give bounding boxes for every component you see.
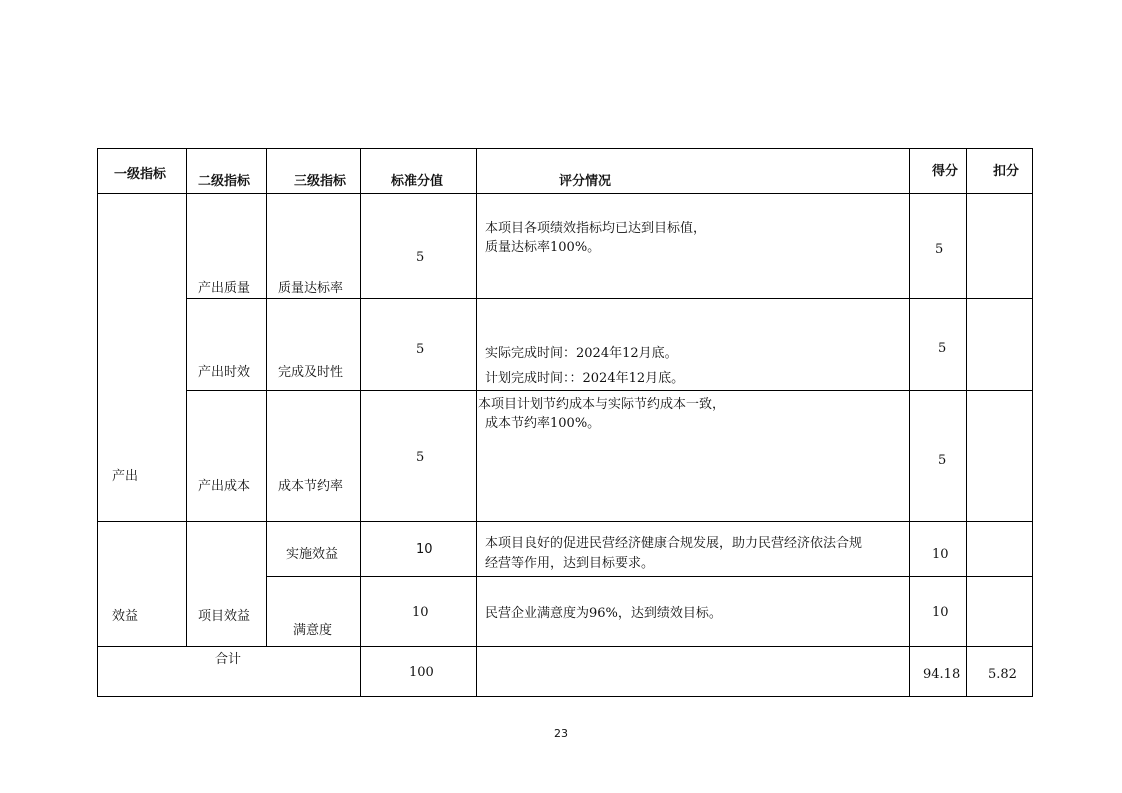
header-level2-cell — [187, 149, 267, 194]
total-deduction: 5.82 — [988, 667, 1017, 682]
score-cell — [910, 194, 967, 299]
header-standard-score: 标准分值 — [391, 174, 444, 189]
header-level3: 三级指标 — [294, 174, 347, 189]
header-row — [98, 149, 1033, 194]
table-row — [98, 391, 1033, 522]
evaluation-cell — [477, 577, 910, 647]
level1-output: 产出 — [112, 469, 139, 484]
standard-score: 10 — [416, 542, 433, 557]
level2-cost: 产出成本 — [198, 479, 251, 494]
header-deduction-cell — [967, 149, 1033, 194]
level3-cell — [267, 299, 361, 391]
evaluation-line: 本项目各项绩效指标均已达到目标值， — [485, 221, 707, 236]
total-label: 合计 — [215, 652, 242, 667]
total-score: 94.18 — [923, 667, 961, 682]
level2-cell — [187, 299, 267, 391]
total-row — [98, 647, 1033, 697]
level2-cell — [187, 194, 267, 299]
header-score-cell — [910, 149, 967, 194]
table-row — [98, 522, 1033, 577]
level2-quality: 产出质量 — [198, 281, 251, 296]
level3-implementation: 实施效益 — [286, 547, 339, 562]
header-evaluation-cell — [477, 149, 910, 194]
header-standard-score-cell — [361, 149, 477, 194]
evaluation-line: 实际完成时间：2024年12月底。 — [485, 346, 678, 361]
evaluation-line: 本项目良好的促进民营经济健康合规发展，助力民营经济依法合规 — [485, 536, 863, 551]
evaluation-cell — [477, 194, 910, 299]
evaluation-line: 经营等作用，达到目标要求。 — [485, 556, 655, 571]
level2-timeliness: 产出时效 — [198, 365, 251, 380]
table-row — [98, 194, 1033, 299]
evaluation-line: 计划完成时间：：2024年12月底。 — [485, 371, 685, 386]
score-cell — [910, 299, 967, 391]
level3-cell — [267, 577, 361, 647]
deduction-cell — [967, 577, 1033, 647]
score-cell — [910, 391, 967, 522]
deduction-cell — [967, 522, 1033, 577]
level2-cell — [187, 391, 267, 522]
level2-cell — [187, 522, 267, 647]
deduction-cell — [967, 194, 1033, 299]
deduction-cell — [967, 391, 1033, 522]
standard-score-cell — [361, 194, 477, 299]
standard-score: 5 — [416, 250, 425, 265]
score-cell — [910, 577, 967, 647]
total-standard-score-cell — [361, 647, 477, 697]
standard-score-cell — [361, 391, 477, 522]
total-evaluation-cell — [477, 647, 910, 697]
table-row — [98, 299, 1033, 391]
evaluation-line: 民营企业满意度为96%，达到绩效目标。 — [485, 606, 722, 621]
header-level1-cell — [98, 149, 187, 194]
level3-satisfaction: 满意度 — [293, 623, 333, 638]
level1-cell-benefit — [98, 522, 187, 647]
header-level3-cell — [267, 149, 361, 194]
level3-quality-rate: 质量达标率 — [278, 281, 344, 296]
score-value: 10 — [932, 605, 949, 620]
deduction-cell — [967, 299, 1033, 391]
level3-cost-saving: 成本节约率 — [278, 479, 344, 494]
score-cell — [910, 522, 967, 577]
standard-score: 5 — [416, 342, 425, 357]
evaluation-line: 质量达标率100%。 — [485, 240, 601, 255]
level3-timeliness: 完成及时性 — [278, 365, 344, 380]
evaluation-cell — [477, 391, 910, 522]
total-score-cell — [910, 647, 967, 697]
header-deduction: 扣分 — [993, 164, 1020, 179]
standard-score: 5 — [416, 450, 425, 465]
level3-cell — [267, 194, 361, 299]
score-value: 5 — [938, 453, 947, 468]
performance-score-table — [97, 148, 1033, 697]
evaluation-cell — [477, 522, 910, 577]
evaluation-line: 成本节约率100%。 — [485, 416, 601, 431]
score-value: 5 — [935, 242, 944, 257]
evaluation-cell — [477, 299, 910, 391]
level2-project-benefit: 项目效益 — [198, 609, 251, 624]
score-value: 10 — [932, 547, 949, 562]
standard-score: 10 — [412, 605, 429, 620]
level3-cell — [267, 391, 361, 522]
total-label-cell — [98, 647, 361, 697]
total-deduction-cell — [967, 647, 1033, 697]
score-value: 5 — [938, 341, 947, 356]
level3-cell — [267, 522, 361, 577]
standard-score-cell — [361, 577, 477, 647]
header-level1: 一级指标 — [114, 167, 167, 182]
page-number: 23 — [554, 727, 568, 740]
header-level2: 二级指标 — [198, 174, 251, 189]
header-score: 得分 — [932, 164, 959, 179]
standard-score-cell — [361, 522, 477, 577]
level1-benefit: 效益 — [112, 609, 139, 624]
evaluation-line: 本项目计划节约成本与实际节约成本一致， — [478, 397, 726, 412]
standard-score-cell — [361, 299, 477, 391]
total-standard-score: 100 — [409, 665, 434, 680]
header-evaluation: 评分情况 — [559, 174, 612, 189]
level1-cell-output — [98, 194, 187, 522]
